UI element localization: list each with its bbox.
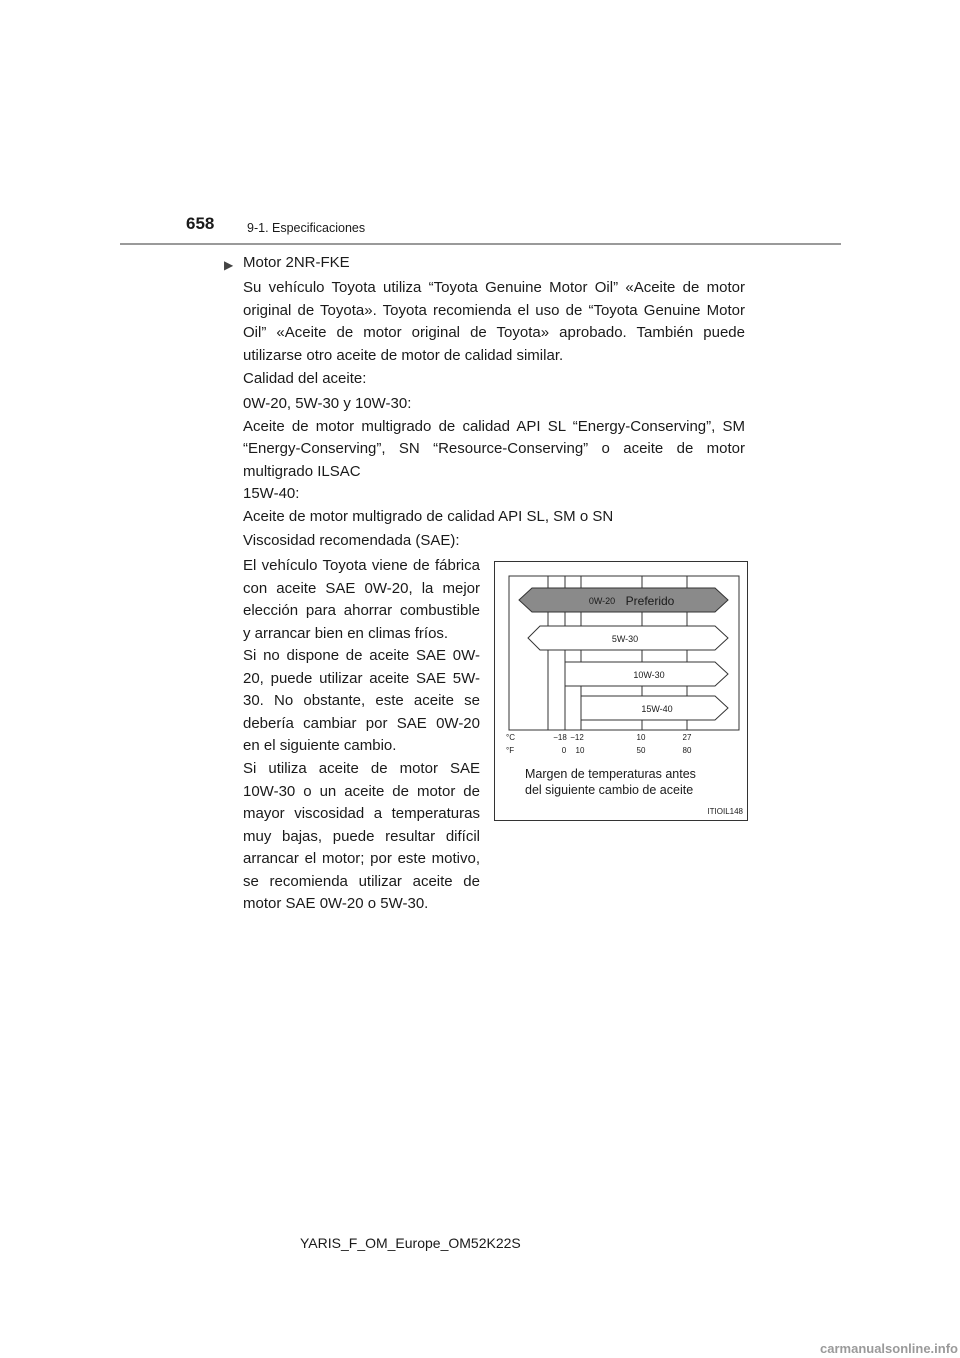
section-title: 9-1. Especificaciones xyxy=(247,221,366,235)
tick-c-minus18: −18 xyxy=(553,733,567,742)
intro-text: Su vehículo Toyota utiliza “Toyota Genuine Motor Oil” «Aceite de motor original de Toyota». Toyota recomienda el uso de “Toyota Genuine Motor Oil” «Aceite de motor original de Toyota» aprobado. También puede utilizarse otro aceite de motor de calidad similar. xyxy=(243,279,745,364)
viscosity-paragraph-3: Si utiliza aceite de motor SAE 10W-30 o un aceite de motor de mayor viscosidad a temperaturas muy bajas, puede resultar difícil arrancar el motor; por este motivo, se recomienda utilizar aceite de motor SAE 0W-20 o 5W-30. xyxy=(243,760,480,912)
intro-paragraph xyxy=(243,277,745,367)
figure-caption-line-1: Margen de temperaturas antes xyxy=(525,767,696,781)
axis-unit-fahrenheit: °F xyxy=(506,746,515,755)
engine-subheading: Motor 2NR-FKE xyxy=(243,254,350,271)
bar-0w20 xyxy=(519,588,728,612)
figure-caption-line-2: del siguiente cambio de aceite xyxy=(525,783,694,797)
quality-label: Calidad del aceite: xyxy=(243,370,367,387)
bar-5w30-label: 5W-30 xyxy=(611,634,639,644)
tick-f-80: 80 xyxy=(682,746,692,755)
quality-a-block xyxy=(243,393,745,483)
viscosity-temperature-figure xyxy=(494,561,748,821)
quality-b-title: 15W-40: xyxy=(243,485,300,502)
viscosity-paragraph-1: El vehículo Toyota viene de fábrica con aceite SAE 0W-20, la mejor elección para ahorrar combustible y arrancar bien en climas fríos. xyxy=(243,557,480,642)
viscosity-paragraph-2: Si no dispone de aceite SAE 0W-20, puede utilizar aceite SAE 5W-30. No obstante, este aceite se debería cambiar por SAE 0W-20 en el siguiente cambio. xyxy=(243,647,480,754)
figure-caption xyxy=(525,766,696,798)
tick-c-10: 10 xyxy=(636,733,646,742)
quality-b-text: Aceite de motor multigrado de calidad API SL, SM o SN xyxy=(243,507,614,525)
triangle-bullet-icon: ▶ xyxy=(224,258,234,272)
quality-a-text: Aceite de motor multigrado de calidad API SL “Energy-Conserving”, SM “Energy-Conserving”, SN “Resource-Conserving” o aceite de motor multigrado ILSAC xyxy=(243,417,745,480)
document-code: YARIS_F_OM_Europe_OM52K22S xyxy=(300,1235,521,1251)
bar-0w20-preferred-label: Preferido xyxy=(625,594,675,608)
page-number: 658 xyxy=(186,214,215,233)
watermark: carmanualsonline.info xyxy=(820,1341,958,1356)
axis-unit-celsius: °C xyxy=(506,733,515,742)
viscosity-label: Viscosidad recomendada (SAE): xyxy=(243,532,460,549)
figure-id: ITIOIL148 xyxy=(707,807,743,816)
tick-c-minus12: −12 xyxy=(570,733,584,742)
tick-c-27: 27 xyxy=(682,733,692,742)
header-divider xyxy=(120,243,841,245)
bar-10w30-label: 10W-30 xyxy=(633,670,665,680)
bar-0w20-grade-label: 0W-20 xyxy=(588,596,616,606)
quality-a-title: 0W-20, 5W-30 y 10W-30: xyxy=(243,395,412,412)
tick-f-10: 10 xyxy=(575,746,585,755)
tick-f-0: 0 xyxy=(561,746,567,755)
tick-f-50: 50 xyxy=(636,746,646,755)
quality-b-block xyxy=(243,483,745,528)
bar-15w40-label: 15W-40 xyxy=(641,704,673,714)
